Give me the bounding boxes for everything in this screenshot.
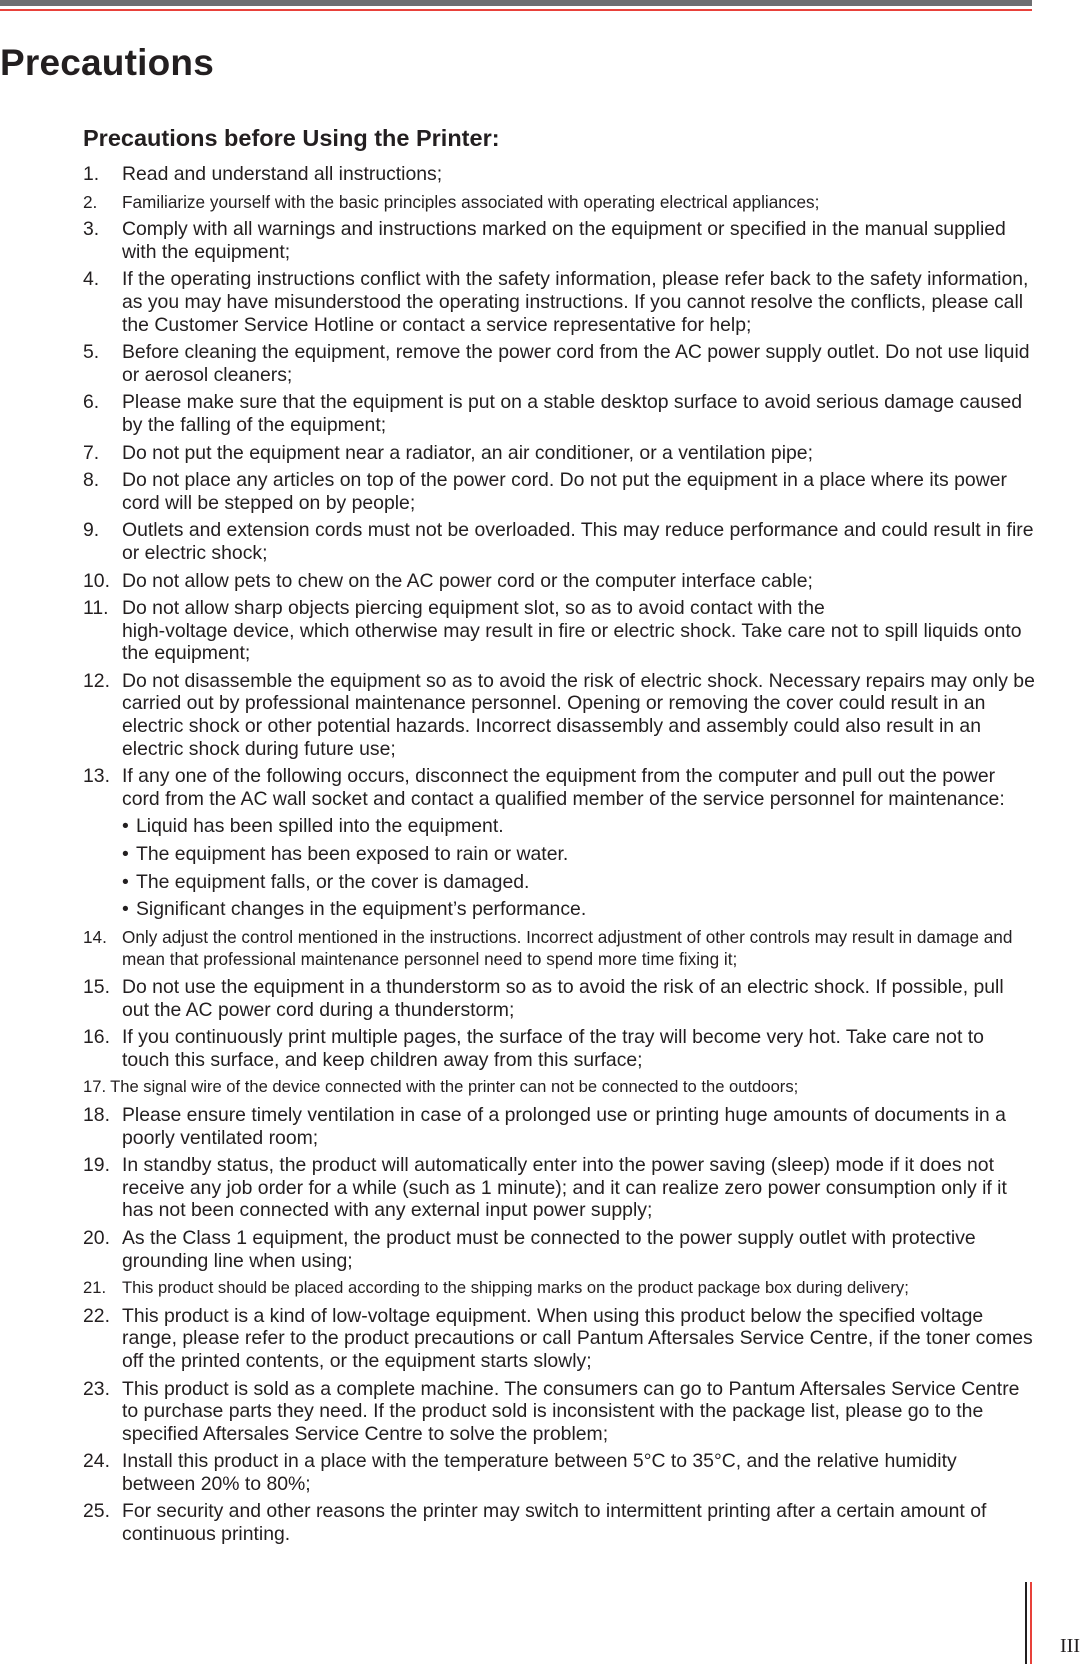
- list-item: [83, 519, 1035, 564]
- list-item: [83, 163, 1035, 186]
- item-text: This product is sold as a complete machine. The consumers can go to Pantum Aftersales Service Centre to purchase parts they need. If the product sold is inconsistent with the package list, please go to the specified Aftersales Service Centre to solve the problem;: [122, 1377, 1020, 1445]
- item-number: 11.: [83, 597, 109, 620]
- item-text: Outlets and extension cords must not be overloaded. This may reduce performance and could result in fire or electric shock;: [122, 519, 1034, 564]
- item-text: Comply with all warnings and instructions marked on the equipment or specified in the manual supplied with the equipment;: [122, 218, 1006, 263]
- item-number: 7.: [83, 441, 100, 464]
- list-item: [83, 1277, 1035, 1300]
- item-number: 18.: [83, 1103, 110, 1126]
- item-number: 21.: [83, 1278, 107, 1298]
- item-number: 22.: [83, 1304, 110, 1327]
- item-text: Do not allow pets to chew on the AC power cord or the computer interface cable;: [122, 569, 813, 592]
- item-number: 19.: [83, 1154, 110, 1177]
- page-number: III: [1060, 1635, 1080, 1657]
- item-text: Please make sure that the equipment is put on a stable desktop surface to avoid serious damage caused by the falling of the equipment;: [122, 391, 1023, 436]
- item-text: Only adjust the control mentioned in the instructions. Incorrect adjustment of other controls may result in damage and mean that professional maintenance personnel need to spend more time fixing it;: [122, 926, 1013, 970]
- item-number: 8.: [83, 469, 100, 492]
- item-text: Do not disassemble the equipment so as to avoid the risk of electric shock. Necessary repairs may only be carried out by professional maintenance personnel. Opening or removing the cover could result in an electric shock or other potential hazards. Incorrect disassembly and assembly could also result in an electric shock during future use;: [122, 669, 1035, 760]
- section-heading: Precautions before Using the Printer:: [83, 125, 500, 151]
- item-number: 4.: [83, 268, 100, 291]
- item-number: 23.: [83, 1377, 110, 1400]
- item-text: If the operating instructions conflict with the safety information, please refer back to the safety information, as you may have misunderstood the operating instructions. If you cannot resolve the conflicts, please call the Customer Service Hotline or contact a service representative for help;: [122, 268, 1029, 336]
- list-item: [83, 391, 1035, 436]
- sub-bullet-item: [122, 843, 1035, 866]
- item-number: 9.: [83, 519, 100, 542]
- item-number: 20.: [83, 1226, 110, 1249]
- item-number: 16.: [83, 1026, 110, 1049]
- sub-bullet-text: Liquid has been spilled into the equipment.: [136, 815, 504, 838]
- list-item: [83, 926, 1035, 971]
- header-rule-red: [0, 9, 1032, 11]
- list-item: [83, 1026, 1035, 1071]
- item-number: 5.: [83, 341, 100, 364]
- list-item: [83, 341, 1035, 386]
- bullet-icon: •: [122, 898, 129, 921]
- list-item: [83, 1076, 1035, 1099]
- list-item: [83, 570, 1035, 593]
- item-number: 2.: [83, 191, 98, 212]
- item-number: 14.: [83, 926, 107, 947]
- item-text: For security and other reasons the printer may switch to intermittent printing after a certain amount of continuous printing.: [122, 1500, 987, 1546]
- bullet-icon: •: [122, 870, 129, 893]
- item-text-line-2: high-voltage device, which otherwise may result in fire or electric shock. Take care not to spill liquids onto the equipment;: [122, 619, 1022, 665]
- item-text: Please ensure timely ventilation in case of a prolonged use or printing huge amounts of documents in a poorly ventilated room;: [122, 1103, 1006, 1149]
- list-item: [83, 1227, 1035, 1272]
- list-item: [83, 1378, 1035, 1446]
- item-text: Do not place any articles on top of the power cord. Do not put the equipment in a place where its power cord will be stepped on by people;: [122, 469, 1007, 514]
- item-text: In standby status, the product will automatically enter into the power saving (sleep) mode if it does not receive any job order for a while (such as 1 minute); and it can realize zero power consumption only if it has not been connected with any external input power supply;: [122, 1154, 1007, 1222]
- list-item: [83, 670, 1035, 760]
- item-text: Familiarize yourself with the basic principles associated with operating electrical appliances;: [122, 191, 820, 212]
- item-number: 10.: [83, 569, 110, 592]
- precautions-content: [83, 163, 1035, 1551]
- item-text: If you continuously print multiple pages, the surface of the tray will become very hot. Take care not to touch this surface, and keep children away from this surface;: [122, 1026, 984, 1071]
- item-text: Read and understand all instructions;: [122, 163, 443, 185]
- item-text-line-1: Do not allow sharp objects piercing equipment slot, so as to avoid contact with the: [122, 597, 825, 620]
- item-text: This product is a kind of low-voltage equipment. When using this product below the specified voltage range, please refer to the product precautions or call Pantum Aftersales Service Centre, if the toner comes off the printed contents, or the equipment starts slowly;: [122, 1304, 1033, 1372]
- bullet-icon: •: [122, 843, 129, 866]
- item-text: This product should be placed according to the shipping marks on the product package box during delivery;: [122, 1278, 909, 1298]
- list-item: [83, 976, 1035, 1021]
- list-item: [83, 268, 1035, 336]
- item-text: The signal wire of the device connected with the printer can not be connected to the outdoors;: [110, 1077, 799, 1097]
- item-number: 1.: [83, 163, 100, 185]
- item-number: 15.: [83, 976, 110, 998]
- sub-bullet-item: [122, 815, 1035, 838]
- sub-bullet-item: [122, 898, 1035, 921]
- item-text: Before cleaning the equipment, remove the power cord from the AC power supply outlet. Do not use liquid or aerosol cleaners;: [122, 341, 1030, 386]
- item-number: 17.: [83, 1077, 107, 1097]
- item-text: If any one of the following occurs, disconnect the equipment from the computer and pull out the power cord from the AC wall socket and contact a qualified member of the service personnel for maintenance:: [122, 765, 1005, 810]
- item-number: 3.: [83, 218, 100, 241]
- list-item: [83, 191, 1035, 214]
- item-text: As the Class 1 equipment, the product must be connected to the power supply outlet with protective grounding line when using;: [122, 1226, 976, 1272]
- item-text: Do not put the equipment near a radiator, an air conditioner, or a ventilation pipe;: [122, 441, 813, 464]
- footer-rule-dark: [1025, 1582, 1027, 1664]
- item-number: 13.: [83, 765, 110, 788]
- bullet-icon: •: [122, 815, 129, 838]
- list-item: [83, 1154, 1035, 1222]
- list-item: [83, 1305, 1035, 1373]
- item-text: Install this product in a place with the temperature between 5°C to 35°C, and the relative humidity between 20% to 80%;: [122, 1450, 957, 1495]
- item-number: 12.: [83, 669, 110, 692]
- list-item: [83, 765, 1035, 921]
- item-text: Do not use the equipment in a thunderstorm so as to avoid the risk of an electric shock. If possible, pull out the AC power cord during a thunderstorm;: [122, 976, 1004, 1021]
- list-item: [83, 1104, 1035, 1149]
- sub-bullet-text: Significant changes in the equipment’s performance.: [136, 898, 587, 921]
- list-item: [83, 218, 1035, 263]
- item-number: 24.: [83, 1450, 110, 1473]
- list-item: [83, 442, 1035, 465]
- header-rule-gray: [0, 0, 1032, 6]
- page-title: Precautions: [0, 42, 214, 83]
- list-item: [83, 1450, 1035, 1495]
- sub-bullet-text: The equipment falls, or the cover is damaged.: [136, 870, 530, 893]
- list-item: [83, 469, 1035, 514]
- sub-bullet-text: The equipment has been exposed to rain or water.: [136, 843, 569, 866]
- footer-rule-red: [1030, 1582, 1032, 1664]
- sub-bullet-list: [122, 815, 1035, 920]
- precautions-list: [83, 163, 1035, 1546]
- list-item: [83, 1500, 1035, 1545]
- sub-bullet-item: [122, 871, 1035, 894]
- list-item: [83, 597, 1035, 665]
- item-number: 6.: [83, 391, 100, 414]
- item-number: 25.: [83, 1500, 110, 1523]
